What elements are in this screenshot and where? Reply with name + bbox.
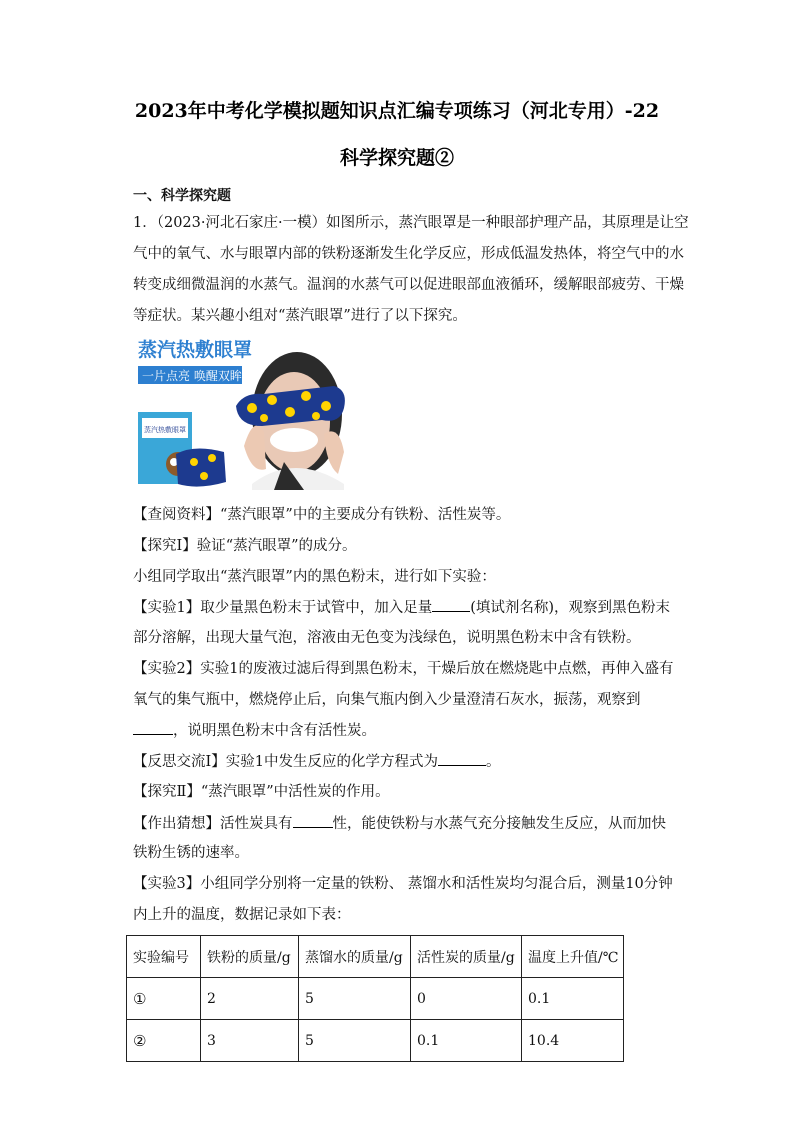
body-line-8 [133, 720, 376, 741]
table-row [127, 1020, 624, 1062]
body-line-11-part-b: 性，能使铁粉与水蒸气充分接触发生反应，从而加快 [332, 816, 666, 832]
table-cell: 0.1 [522, 978, 624, 1020]
body-line-3: 小组同学取出“蒸汽眼罩”内的黑色粉末，进行如下实验： [133, 569, 496, 585]
headline-text: 蒸汽热敷眼罩 [138, 339, 253, 361]
body-line-7: 氧气的集气瓶中，燃烧停止后，向集气瓶内倒入少量澄清石灰水，振荡，观察到 [133, 692, 641, 708]
body-line-11 [133, 813, 666, 834]
experiment-data-table [126, 935, 624, 1062]
table-cell: 5 [299, 978, 411, 1020]
body-line-11-part-a: 【作出猜想】活性炭具有 [133, 816, 293, 832]
answer-blank-observation[interactable] [133, 720, 173, 735]
question-line-2: 气中的氧气、水与眼罩内部的铁粉逐渐发生化学反应，形成低温发热体，将空气中的水 [133, 246, 684, 262]
answer-blank-equation[interactable] [438, 751, 486, 766]
document-title-line2: 科学探究题② [339, 147, 454, 169]
table-cell: ② [127, 1020, 201, 1062]
body-line-10: 【探究Ⅱ】“蒸汽眼罩”中活性炭的作用。 [133, 784, 390, 800]
table-header-cell: 温度上升值/℃ [522, 936, 624, 978]
table-header-cell: 实验编号 [127, 936, 201, 978]
table-cell: 10.4 [522, 1020, 624, 1062]
table-cell: 0 [411, 978, 522, 1020]
document-title-line1: 2023年中考化学模拟题知识点汇编专项练习（河北专用）-22 [134, 100, 660, 122]
table-row [127, 978, 624, 1020]
body-line-1: 【查阅资料】“蒸汽眼罩”中的主要成分有铁粉、活性炭等。 [133, 507, 511, 523]
body-line-9-part-b: 。 [485, 754, 501, 770]
section-heading: 一、科学探究题 [133, 188, 231, 204]
question-line-3: 转变成细微温润的水蒸气。温润的水蒸气可以促进眼部血液循环，缓解眼部疲劳、干燥 [133, 277, 684, 293]
table-cell: 3 [201, 1020, 299, 1062]
subline-text: 一片点亮 唤醒双眸 [142, 369, 242, 383]
question-line-4: 等症状。某兴趣小组对“蒸汽眼罩”进行了以下探究。 [133, 308, 467, 324]
table-cell: 2 [201, 978, 299, 1020]
body-line-2: 【探究Ⅰ】验证“蒸汽眼罩”的成分。 [133, 538, 357, 554]
body-line-14: 内上升的温度，数据记录如下表： [133, 907, 351, 923]
body-line-8-text: ，说明黑色粉末中含有活性炭。 [173, 723, 376, 739]
body-line-4 [133, 597, 670, 618]
body-line-9 [133, 751, 500, 772]
question-line-1: 1．（2023·河北石家庄·一模）如图所示，蒸汽眼罩是一种眼部护理产品，其原理是让空 [133, 215, 689, 231]
steam-eye-mask-photo [134, 334, 349, 490]
body-line-9-part-a: 【反思交流Ⅰ】实验1中发生反应的化学方程式为 [133, 754, 438, 770]
box-label-text: 蒸汽热敷眼罩 [144, 426, 186, 434]
body-line-4-part-b: (填试剂名称)，观察到黑色粉末 [470, 600, 671, 616]
table-header-cell: 铁粉的质量/g [201, 936, 299, 978]
body-line-12: 铁粉生锈的速率。 [133, 845, 249, 861]
body-line-13: 【实验3】小组同学分别将一定量的铁粉、 蒸馏水和活性炭均匀混合后，测量10分钟 [133, 876, 673, 892]
table-cell: 0.1 [411, 1020, 522, 1062]
body-line-4-part-a: 【实验1】取少量黑色粉末于试管中，加入足量 [133, 600, 433, 616]
table-header-cell: 活性炭的质量/g [411, 936, 522, 978]
table-cell: ① [127, 978, 201, 1020]
table-header-row [127, 936, 624, 978]
table-cell: 5 [299, 1020, 411, 1062]
body-line-6: 【实验2】实验1的废液过滤后得到黑色粉末，干燥后放在燃烧匙中点燃，再伸入盛有 [133, 661, 674, 677]
answer-blank-property[interactable] [293, 813, 333, 828]
body-line-5: 部分溶解，出现大量气泡，溶液由无色变为浅绿色，说明黑色粉末中含有铁粉。 [133, 630, 641, 646]
table-header-cell: 蒸馏水的质量/g [299, 936, 411, 978]
answer-blank-reagent[interactable] [432, 597, 470, 612]
